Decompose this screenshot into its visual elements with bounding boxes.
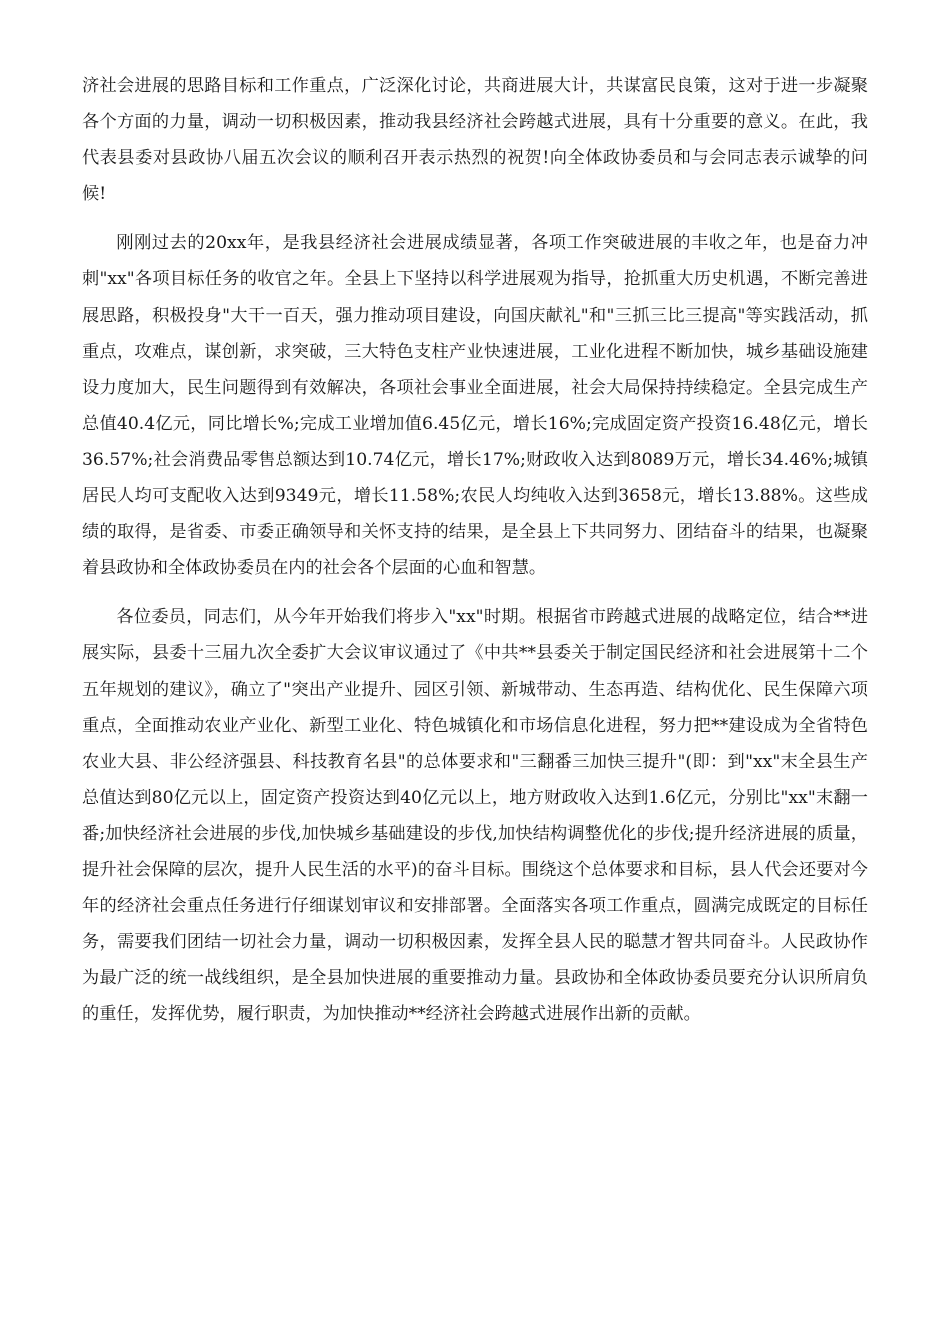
- paragraph-3: 各位委员，同志们，从今年开始我们将步入"xx"时期。根据省市跨越式进展的战略定位，结合**进展实际，县委十三届九次全委扩大会议审议通过了《中共**县委关于制定国民经济和社会进展第十二个五年规划的建议》，确立了"突出产业提升、园区引领、新城带动、生态再造、结构优化、民生保障六项重点，全面推动农业产业化、新型工业化、特色城镇化和市场信息化进程，努力把**建设成为全省特色农业大县、非公经济强县、科技教育名县"的总体要求和"三翻番三加快三提升"(即：到"xx"末全县生产总值达到80亿元以上，固定资产投资达到40亿元以上，地方财政收入达到1.6亿元，分别比"xx"末翻一番;加快经济社会进展的步伐,加快城乡基础建设的步伐,加快结构调整优化的步伐;提升经济进展的质量，提升社会保障的层次，提升人民生活的水平)的奋斗目标。围绕这个总体要求和目标，县人代会还要对今年的经济社会重点任务进行仔细谋划审议和安排部署。全面落实各项工作重点，圆满完成既定的目标任务，需要我们团结一切社会力量，调动一切积极因素，发挥全县人民的聪慧才智共同奋斗。人民政协作为最广泛的统一战线组织，是全县加快进展的重要推动力量。县政协和全体政协委员要充分认识所肩负的重任，发挥优势，履行职责，为加快推动**经济社会跨越式进展作出新的贡献。: [82, 607, 868, 1025]
- paragraph-2: 刚刚过去的20xx年，是我县经济社会进展成绩显著，各项工作突破进展的丰收之年，也是奋力冲刺"xx"各项目标任务的收官之年。全县上下坚持以科学进展观为指导，抢抓重大历史机遇，不断完善进展思路，积极投身"大干一百天，强力推动项目建设，向国庆献礼"和"三抓三比三提高"等实践活动，抓重点，攻难点，谋创新，求突破，三大特色支柱产业快速进展，工业化进程不断加快，城乡基础设施建设力度加大，民生问题得到有效解决，各项社会事业全面进展，社会大局保持持续稳定。全县完成生产总值40.4亿元，同比增长%;完成工业增加值6.45亿元，增长16%;完成固定资产投资16.48亿元，增长36.57%;社会消费品零售总额达到10.74亿元，增长17%;财政收入达到8089万元，增长34.46%;城镇居民人均可支配收入达到9349元，增长11.58%;农民人均纯收入达到3658元，增长13.88%。这些成绩的取得，是省委、市委正确领导和关怀支持的结果，是全县上下共同努力、团结奋斗的结果，也凝聚着县政协和全体政协委员在内的社会各个层面的心血和智慧。: [82, 233, 868, 579]
- paragraph-1: 济社会进展的思路目标和工作重点，广泛深化讨论，共商进展大计，共谋富民良策，这对于进一步凝聚各个方面的力量，调动一切积极因素，推动我县经济社会跨越式进展，具有十分重要的意义。在此，我代表县委对县政协八届五次会议的顺利召开表示热烈的祝贺!向全体政协委员和与会同志表示诚挚的问候!: [82, 76, 868, 205]
- document-page: [82, 68, 868, 1045]
